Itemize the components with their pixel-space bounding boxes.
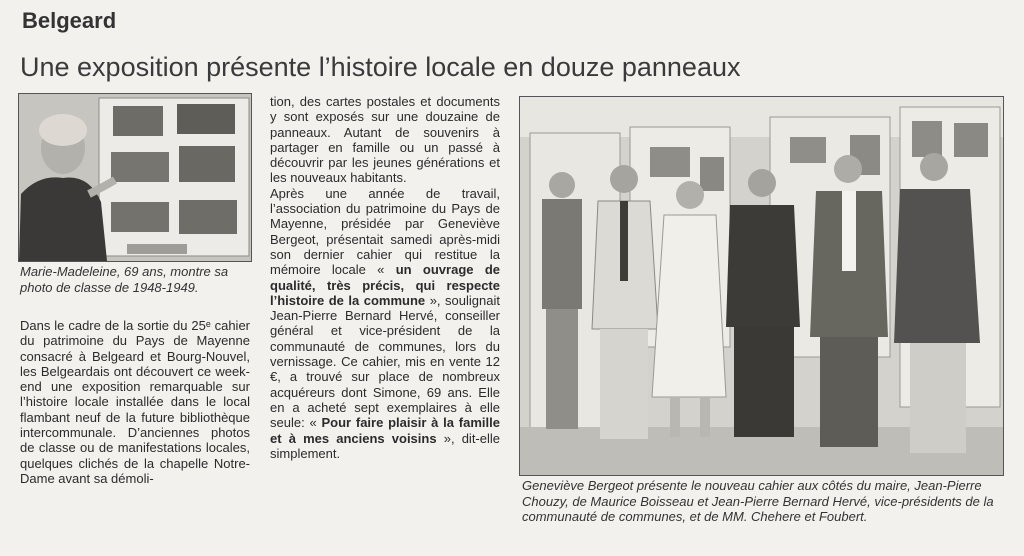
paragraph-2-text-a: Après une année de travail, l’association du patrimoine du Pays de Mayenne, présidée par Geneviève Bergeot, présentait samedi après-midi son dernier cahier qui restitue la mémoire locale «: [270, 185, 500, 278]
article-column-2: [270, 94, 500, 461]
section-kicker: Belgeard: [22, 8, 117, 33]
caption-photo-left: Marie-Madeleine, 69 ans, montre sa photo de classe de 1948-1949.: [20, 264, 229, 295]
paragraph-2-text-e: », dit-elle simplement.: [270, 430, 500, 461]
photo-marie-madeleine: [18, 93, 252, 262]
article-column-1: [20, 318, 250, 486]
article-headline: Une exposition présente l’histoire locale en douze panneaux: [20, 52, 741, 82]
column-2-paragraph-2: [270, 186, 500, 461]
column-2-paragraph-1: tion, des cartes postales et documents y sont exposés sur une douzaine de panneaux. Autant de souvenirs à partager en famille ou un passé à découvrir par les jeunes générations et les nouveaux habitants.: [270, 94, 500, 186]
column-1-paragraph: Dans le cadre de la sortie du 25ᵉ cahier du patrimoine du Pays de Mayenne consacré à Belgeard et Bourg-Nouvel, les Belgeardais ont découvert ce week-end une exposition remarquable sur l’histoire locale installée dans le local flambant neuf de la future bibliothèque intercommunale. D’anciennes photos de classe ou de manifestations locales, quelques clichés de la chapelle Notre-Dame avant sa démoli-: [20, 318, 250, 486]
quote-faire-plaisir: Pour faire plaisir à la famille et à mes anciens voisins: [270, 415, 500, 446]
paragraph-2-text-c: », soulignait Jean-Pierre Bernard Hervé, conseiller général et vice-président de la communauté de communes, lors du vernissage. Ce cahier, mis en vente 12 €, a trouvé sur place de nombreux acquéreurs dont Simone, 69 ans. Elle en a acheté sept exemplaires à elle seule: «: [270, 292, 500, 431]
photo-group-presentation: [519, 96, 1004, 476]
quote-ouvrage-qualite: un ouvrage de qualité, très précis, qui respecte l’histoire de la commune: [270, 262, 500, 308]
photo-group-illustration: [520, 97, 1003, 475]
caption-photo-main: Geneviève Bergeot présente le nouveau cahier aux côtés du maire, Jean-Pierre Chouzy, de Maurice Boisseau et Jean-Pierre Bernard Hervé, vice-présidents de la communauté de communes, et de MM. Chehere et Foubert.: [522, 478, 994, 525]
photo-marie-madeleine-illustration: [19, 94, 251, 261]
